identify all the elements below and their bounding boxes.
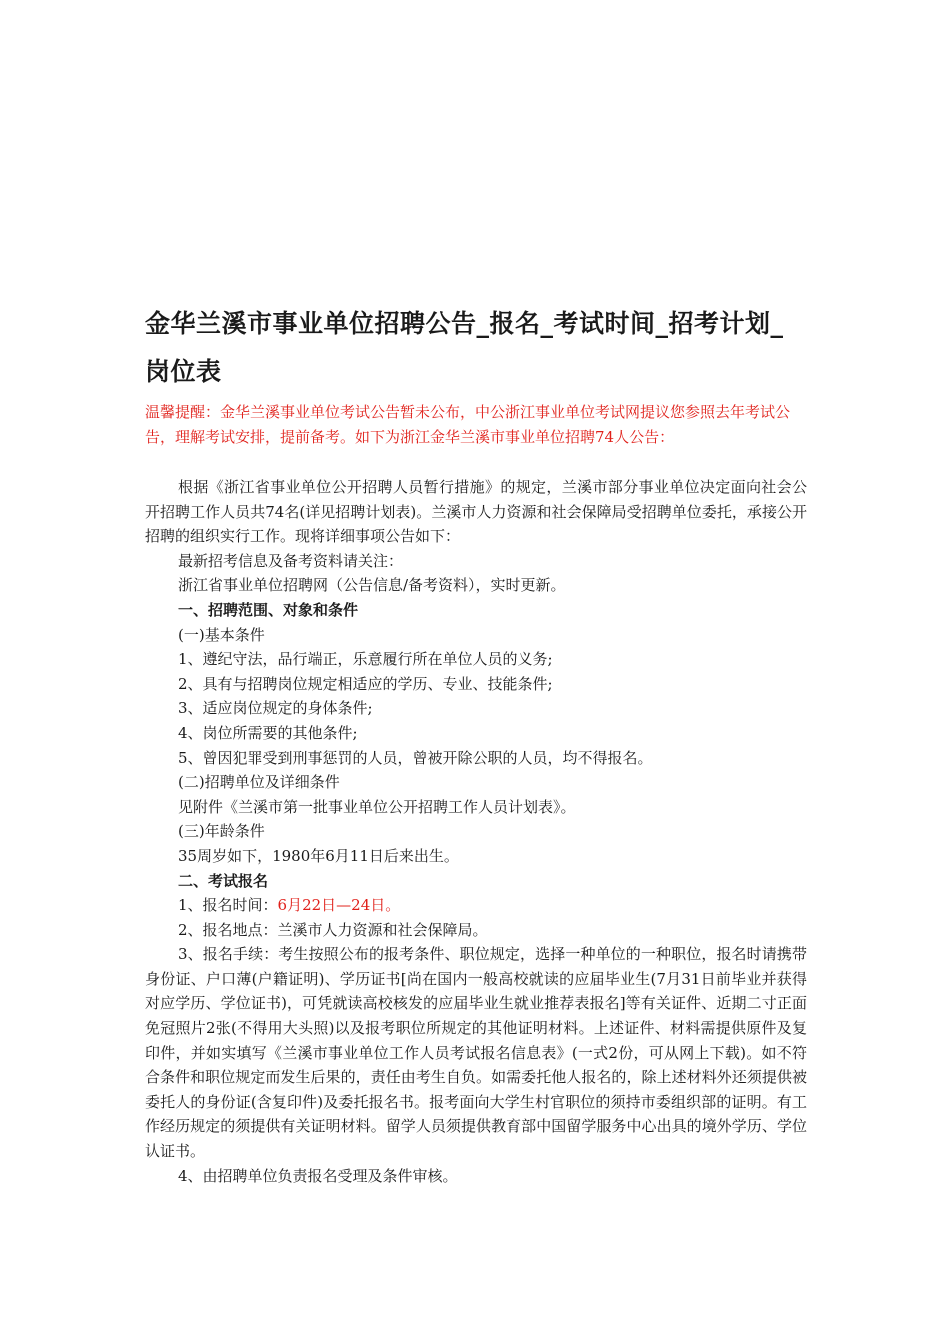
intro-paragraph: 根据《浙江省事业单位公开招聘人员暂行措施》的规定，兰溪市部分事业单位决定面向社会公开招聘工作人员共74名(详见招聘计划表)。兰溪市人力资源和社会保障局受招聘单位委托，承接公开招聘的组织实行工作。现将详细事项公告如下： <box>145 478 807 546</box>
registration-time-label: 1、报名时间： <box>178 896 278 915</box>
follow-notice-line: 最新招考信息及备考资料请关注： <box>178 551 404 570</box>
condition-item-1: 1、遵纪守法，品行端正，乐意履行所在单位人员的义务; <box>178 650 553 669</box>
registration-review: 4、由招聘单位负责报名受理及条件审核。 <box>178 1166 458 1185</box>
subsection-age: (三)年龄条件 <box>178 822 265 841</box>
reminder-notice: 温馨提醒：金华兰溪事业单位考试公告暂未公布，中公浙江事业单位考试网提议您参照去年考试公告，理解考试安排，提前备考。如下为浙江金华兰溪市事业单位招聘74人公告： <box>145 403 791 446</box>
document-body <box>145 300 807 1188</box>
registration-place: 2、报名地点：兰溪市人力资源和社会保障局。 <box>178 920 488 939</box>
age-text: 35周岁如下，1980年6月11日后来出生。 <box>178 846 459 865</box>
subsection-units: (二)招聘单位及详细条件 <box>178 773 340 792</box>
document-title: 金华兰溪市事业单位招聘公告_报名_考试时间_招考计划_岗位表 <box>145 309 784 386</box>
condition-item-2: 2、具有与招聘岗位规定相适应的学历、专业、技能条件; <box>178 674 553 693</box>
section-2-heading: 二、考试报名 <box>178 871 269 890</box>
condition-item-4: 4、岗位所需要的其他条件; <box>178 723 358 742</box>
section-1-heading: 一、招聘范围、对象和条件 <box>178 600 359 619</box>
condition-item-3: 3、适应岗位规定的身体条件; <box>178 699 373 718</box>
follow-source-line: 浙江省事业单位招聘网（公告信息/备考资料），实时更新。 <box>178 576 566 595</box>
subsection-basic-conditions: (一)基本条件 <box>178 625 265 644</box>
registration-time <box>145 893 807 918</box>
condition-item-5: 5、曾因犯罪受到刑事惩罚的人员，曾被开除公职的人员，均不得报名。 <box>178 748 653 767</box>
registration-procedure: 3、报名手续：考生按照公布的报考条件、职位规定，选择一种单位的一种职位，报名时请携带身份证、户口薄(户籍证明)、学历证书[尚在国内一般高校就读的应届毕业生(7月31日前毕业并获得对应学历、学位证书)，可凭就读高校核发的应届毕业生就业推荐表报名]等有关证件、近期二寸正面免冠照片2张(不得用大头照)以及报考职位所规定的其他证明材料。上述证件、材料需提供原件及复印件，并如实填写《兰溪市事业单位工作人员考试报名信息表》(一式2份，可从网上下载)。如不符合条件和职位规定而发生后果的，责任由考生自负。如需委托他人报名的，除上述材料外还须提供被委托人的身份证(含复印件)及委托报名书。报考面向大学生村官职位的须持市委组织部的证明。有工作经历规定的须提供有关证明材料。留学人员须提供教育部中国留学服务中心出具的境外学历、学位认证书。 <box>145 945 807 1161</box>
blank-line <box>145 450 807 475</box>
units-text: 见附件《兰溪市第一批事业单位公开招聘工作人员计划表》。 <box>178 797 576 816</box>
registration-time-value: 6月22日—24日。 <box>277 896 401 915</box>
